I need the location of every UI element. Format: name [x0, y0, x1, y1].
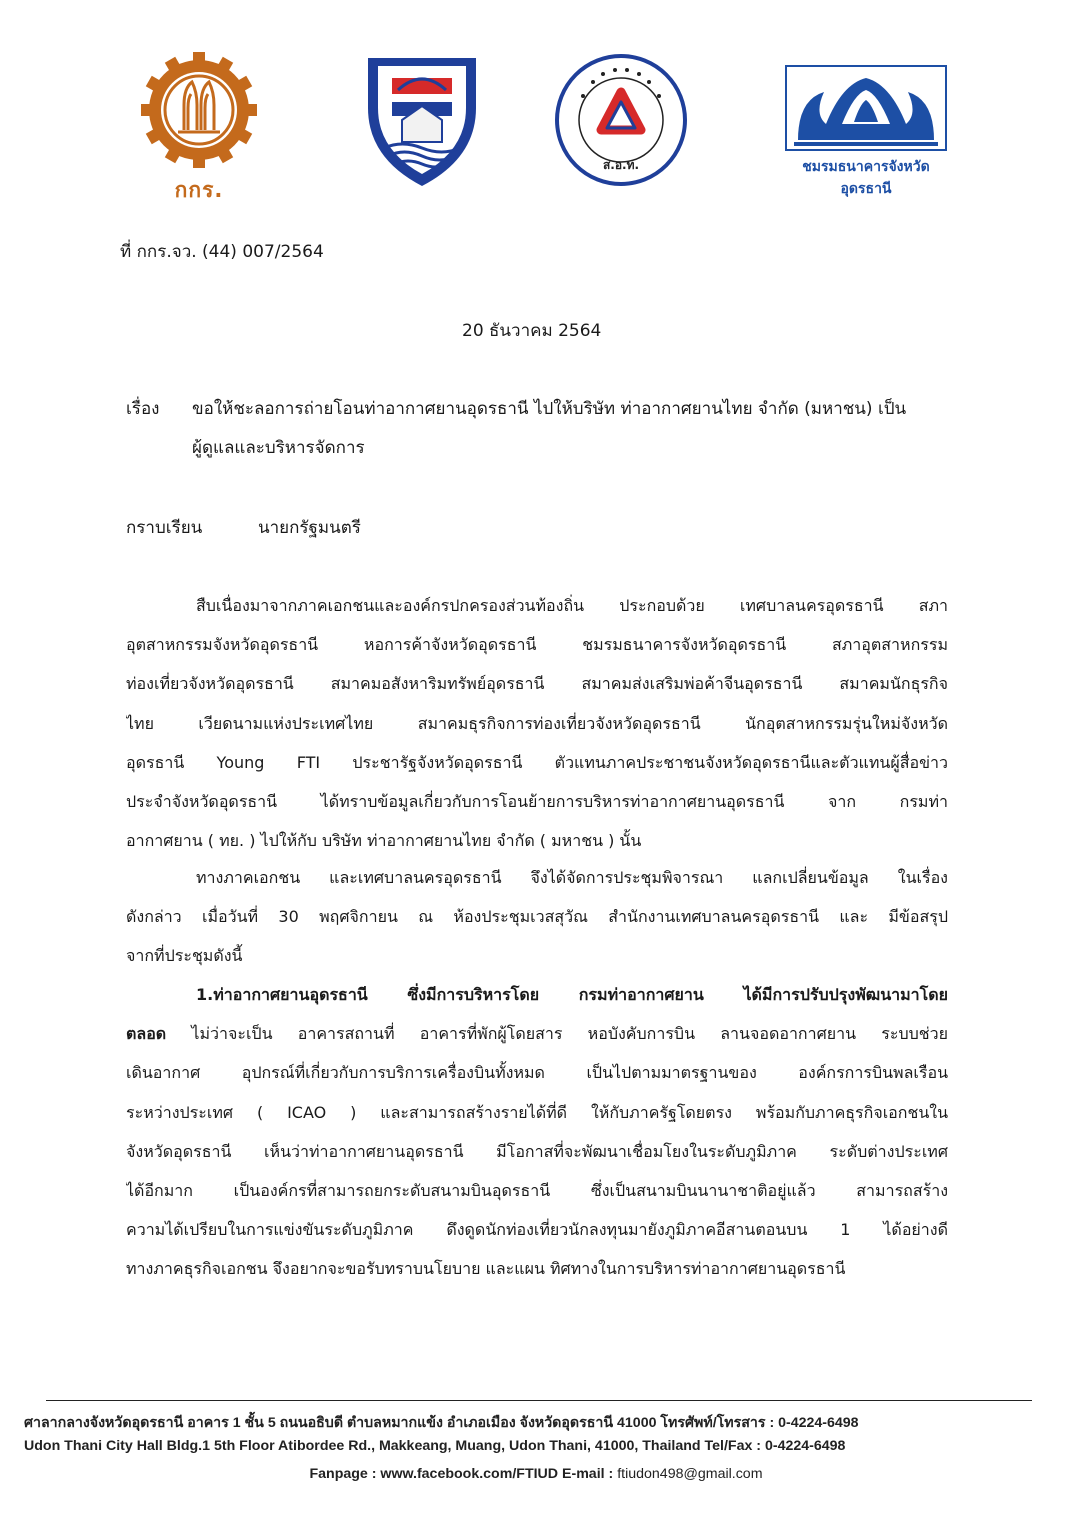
recipient: นายกรัฐมนตรี — [258, 518, 361, 538]
bold-word: ตลอด — [126, 1024, 167, 1044]
paragraph-line: ทางภาคเอกชน และเทศบาลนครอุดรธานี จึงได้จัดการประชุมพิจารณา แลกเปลี่ยนข้อมูล ในเรื่อง — [196, 868, 948, 887]
gear-icon — [134, 50, 264, 175]
subject-line-2: ผู้ดูแลและบริหารจัดการ — [192, 438, 365, 458]
paragraph-line: จังหวัดอุดรธานี เห็นว่าท่าอากาศยานอุดรธานี มีโอกาสที่จะพัฒนาเชื่อมโยงในระดับภูมิภาค ระดับต่างประเทศ — [126, 1141, 948, 1161]
reference-number: ที่ กกร.จว. (44) 007/2564 — [120, 242, 324, 262]
line-rest: ไม่ว่าจะเป็น อาคารสถานที่ อาคารที่พักผู้โดยสาร หอบังคับการบิน ลานจอดอากาศยาน ระบบช่วย — [166, 1024, 948, 1044]
paragraph-line: ทางภาคธุรกิจเอกชน จึงอยากจะขอรับทราบนโยบาย และแผน ทิศทางในการบริหารท่าอากาศยานอุดรธานี — [126, 1259, 846, 1279]
paragraph-line: จากที่ประชุมดังนี้ — [126, 946, 243, 966]
letter-date: 20 ธันวาคม 2564 — [462, 321, 602, 341]
body-paragraph-3 — [126, 975, 948, 1289]
paragraph-line: สืบเนื่องมาจากภาคเอกชนและองค์กรปกครองส่วนท้องถิ่น ประกอบด้วย เทศบาลนครอุดรธานี สภา — [196, 596, 948, 615]
subject-line-1: ขอให้ชะลอการถ่ายโอนท่าอากาศยานอุดรธานี ไปให้บริษัท ท่าอากาศยานไทย จำกัด (มหาชน) เป็น — [192, 399, 907, 419]
bank-logo-text: ชมรมธนาคารจังหวัดอุดรธานี — [802, 159, 930, 197]
fti-logo-text: ส.อ.ท. — [602, 158, 640, 172]
footer-address-thai: ศาลากลางจังหวัดอุดรธานี อาคาร 1 ชั้น 5 ถนนอธิบดี ตำบลหมากแข้ง อำเภอเมือง จังหวัดอุดรธานี 41000 โทรศัพท์/โทรสาร : 0-4224-6498 — [24, 1415, 859, 1431]
footer-contact — [0, 1466, 1072, 1482]
paragraph-line: ท่องเที่ยวจังหวัดอุดรธานี สมาคมอสังหาริมทรัพย์อุดรธานี สมาคมส่งเสริมพ่อค้าจีนอุดรธานี สมาคมนักธุรกิจ — [126, 674, 948, 694]
email-link[interactable]: ftiudon498@gmail.com — [617, 1466, 763, 1482]
body-paragraph-1 — [126, 586, 948, 860]
paragraph-heading-line: 1.ท่าอากาศยานอุดรธานี ซึ่งมีการบริหารโดย กรมท่าอากาศยาน ได้มีการปรับปรุงพัฒนามาโดย — [196, 985, 948, 1004]
paragraph-line: อากาศยาน ( ทย. ) ไปให้กับ บริษัท ท่าอากาศยานไทย จำกัด ( มหาชน ) นั้น — [126, 831, 642, 851]
salutation-label: กราบเรียน — [126, 518, 203, 538]
body-paragraph-2 — [126, 858, 948, 976]
paragraph-line — [126, 1014, 948, 1053]
paragraph-line: อุดรธานี Young FTI ประชารัฐจังหวัดอุดรธานี ตัวแทนภาคประชาชนจังหวัดอุดรธานีและตัวแทนผู้สื่อข่าว — [126, 752, 948, 772]
paragraph-line: ความได้เปรียบในการแข่งขันระดับภูมิภาค ดึงดูดนักท่องเที่ยวนักลงทุนมายังภูมิภาคอีสานตอนบน 1 ได้อย่างดี — [126, 1220, 948, 1240]
fanpage-link[interactable]: www.facebook.com/FTIUD — [380, 1466, 559, 1482]
udon-chamber-shield-logo — [362, 50, 482, 190]
paragraph-line: ไทย เวียดนามแห่งประเทศไทย สมาคมธุรกิจการท่องเที่ยวจังหวัดอุดรธานี นักอุตสาหกรรมรุ่นใหม่จังหวัด — [126, 713, 948, 733]
paragraph-line: ระหว่างประเทศ ( ICAO ) และสามารถสร้างรายได้ที่ดี ให้กับภาครัฐโดยตรง พร้อมกับภาคธุรกิจเอกชนใน — [126, 1102, 948, 1122]
fti-udon-logo — [553, 52, 689, 188]
udon-bank-club-logo — [784, 64, 948, 197]
paragraph-line: อุตสาหกรรมจังหวัดอุดรธานี หอการค้าจังหวัดอุดรธานี ชมรมธนาคารจังหวัดอุดรธานี สภาอุตสาหกรรม — [126, 635, 948, 655]
footer-divider — [46, 1400, 1032, 1401]
paragraph-line: เดินอากาศ อุปกรณ์ที่เกี่ยวกับการบริการเครื่องบินทั้งหมด เป็นไปตามมาตรฐานของ องค์กรการบินพลเรือน — [126, 1063, 948, 1083]
footer-address-english: Udon Thani City Hall Bldg.1 5th Floor Atibordee Rd., Makkeang, Muang, Udon Thani, 41000, Thailand Tel/Fax : 0-4224-6498 — [24, 1438, 846, 1454]
header-logos — [0, 50, 1072, 210]
email-label: E-mail : — [558, 1466, 618, 1482]
gear-logo-text: กกร. — [174, 178, 224, 202]
paragraph-line: ได้อีกมาก เป็นองค์กรที่สามารถยกระดับสนามบินอุดรธานี ซึ่งเป็นสนามบินนานาชาติอยู่แล้ว สามารถสร้าง — [126, 1180, 948, 1200]
paragraph-line: ประจำจังหวัดอุดรธานี ได้ทราบข้อมูลเกี่ยวกับการโอนย้ายการบริหารท่าอากาศยานอุดรธานี จาก กรมท่า — [126, 791, 948, 811]
bank-club-emblem-icon — [784, 64, 948, 152]
shield-icon — [362, 50, 482, 190]
jsccib-gear-logo — [134, 50, 264, 200]
subject-label: เรื่อง — [126, 399, 160, 419]
fanpage-label: Fanpage : — [309, 1466, 381, 1482]
paragraph-line: ดังกล่าว เมื่อวันที่ 30 พฤศจิกายน ณ ห้องประชุมเวสสุวัณ สำนักงานเทศบาลนครอุดรธานี และ มีข้อสรุป — [126, 907, 948, 927]
